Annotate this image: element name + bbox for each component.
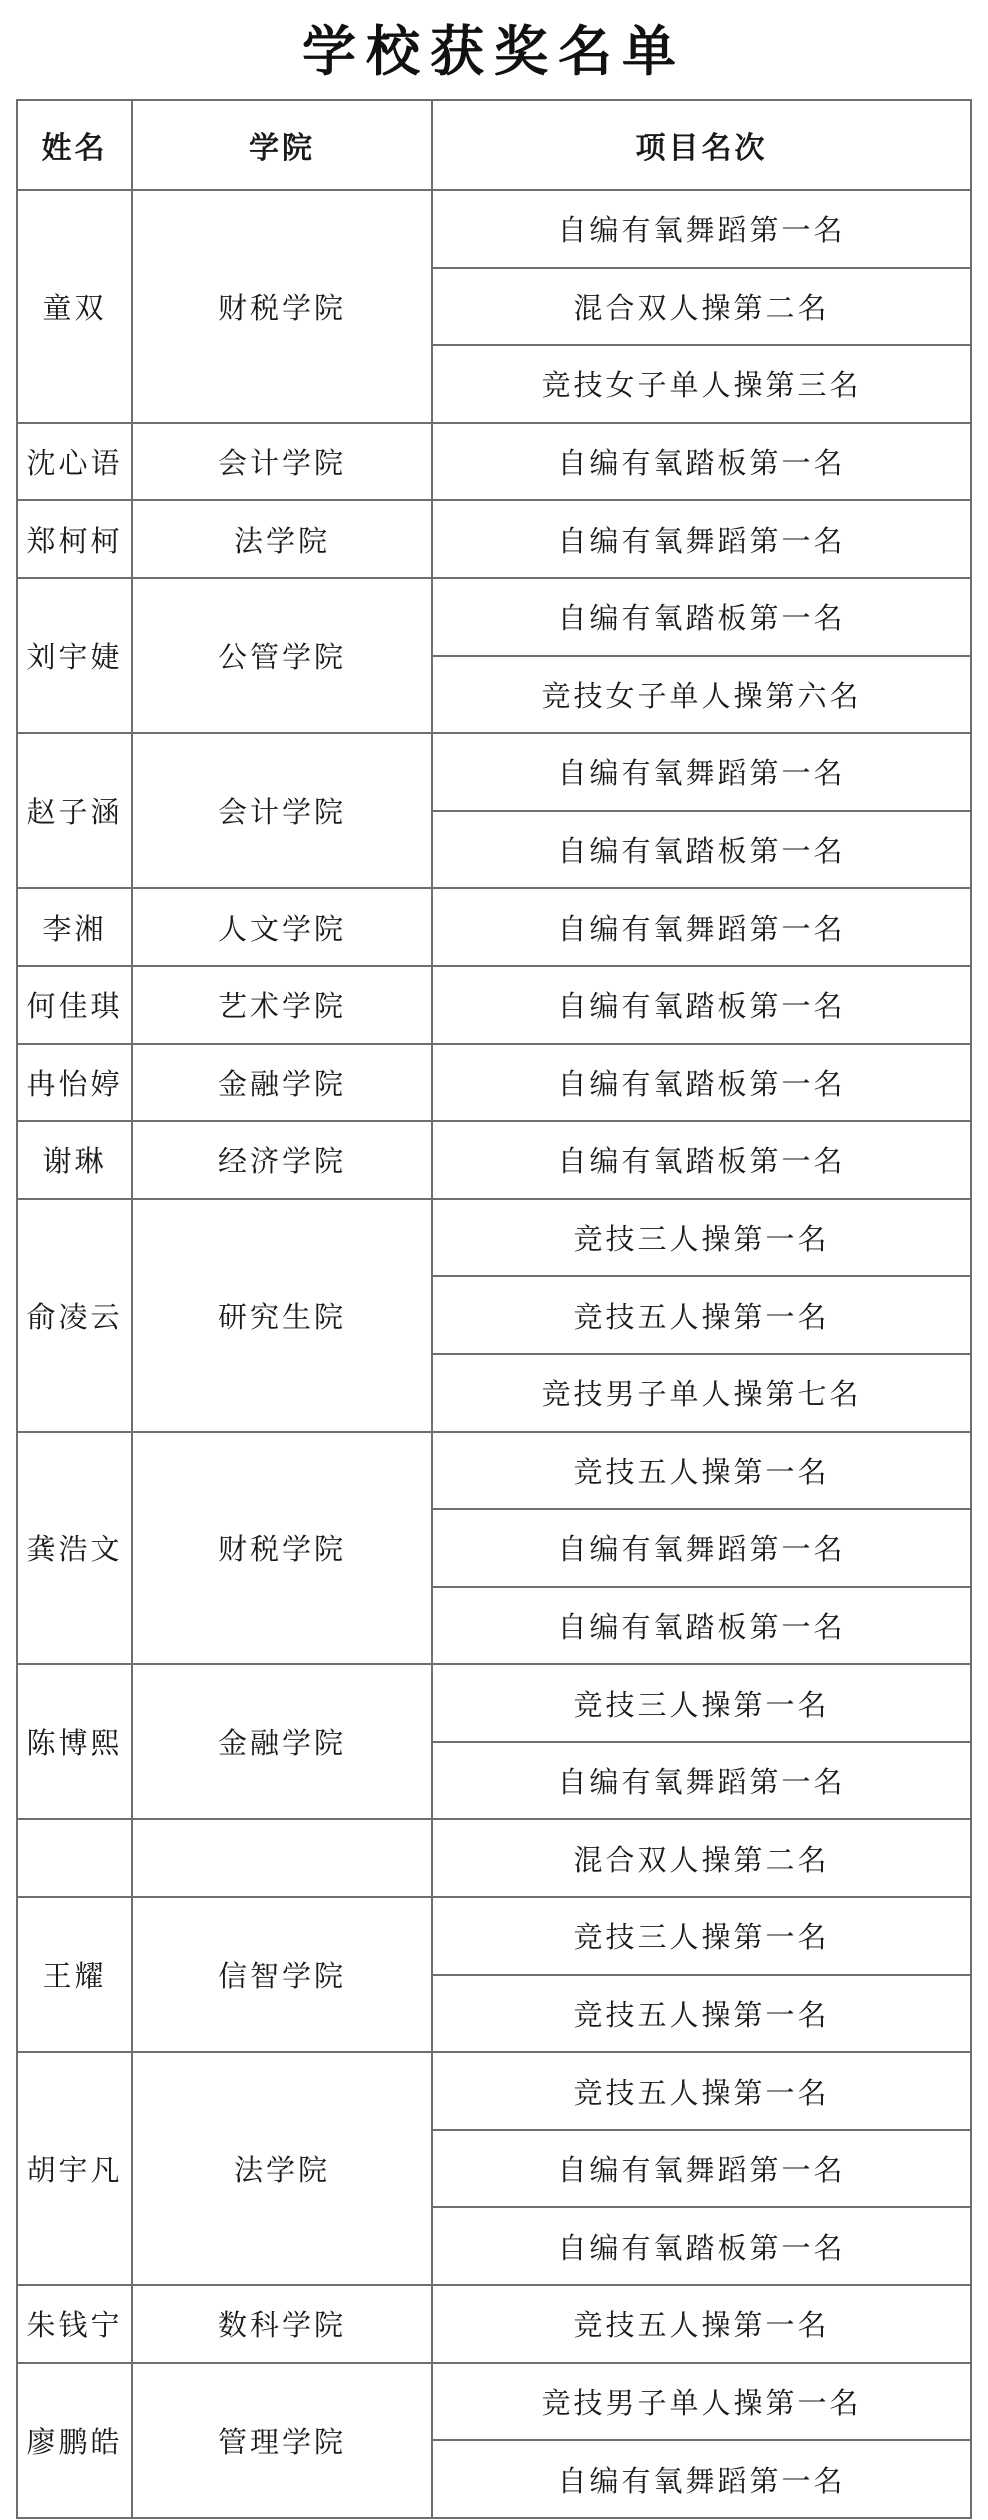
table-header-row [17, 100, 971, 190]
student-name: 沈心语 [17, 423, 132, 501]
award-item: 竞技男子单人操第七名 [432, 1354, 971, 1432]
student-name: 赵子涵 [17, 733, 132, 888]
table-row [17, 1819, 971, 1897]
award-item: 自编有氧踏板第一名 [432, 811, 971, 889]
student-name: 胡宇凡 [17, 2052, 132, 2285]
award-item: 混合双人操第二名 [432, 1819, 971, 1897]
table-row [17, 2052, 971, 2130]
header-college: 学院 [132, 100, 432, 190]
table-row [17, 500, 971, 578]
college-name: 金融学院 [132, 1664, 432, 1819]
college-name: 人文学院 [132, 888, 432, 966]
student-name: 李湘 [17, 888, 132, 966]
student-name: 冉怡婷 [17, 1044, 132, 1122]
award-item: 竞技三人操第一名 [432, 1664, 971, 1742]
award-item: 自编有氧踏板第一名 [432, 423, 971, 501]
table-row [17, 1121, 971, 1199]
table-row [17, 888, 971, 966]
college-name: 艺术学院 [132, 966, 432, 1044]
student-name: 俞凌云 [17, 1199, 132, 1432]
award-item: 自编有氧舞蹈第一名 [432, 500, 971, 578]
table-row [17, 1664, 971, 1742]
college-name: 财税学院 [132, 190, 432, 423]
table-row [17, 966, 971, 1044]
award-item: 竞技三人操第一名 [432, 1199, 971, 1277]
student-name: 郑柯柯 [17, 500, 132, 578]
award-item: 自编有氧舞蹈第一名 [432, 1509, 971, 1587]
award-item: 自编有氧舞蹈第一名 [432, 1742, 971, 1820]
college-name: 法学院 [132, 2052, 432, 2285]
award-item: 竞技五人操第一名 [432, 1975, 971, 2053]
award-item: 自编有氧舞蹈第一名 [432, 190, 971, 268]
student-name: 童双 [17, 190, 132, 423]
award-item: 自编有氧踏板第一名 [432, 1587, 971, 1665]
award-item: 自编有氧踏板第一名 [432, 1044, 971, 1122]
award-item: 竞技五人操第一名 [432, 1276, 971, 1354]
page-title: 学校获奖名单 [302, 19, 686, 83]
award-item: 竞技女子单人操第六名 [432, 656, 971, 734]
college-name: 经济学院 [132, 1121, 432, 1199]
student-name: 谢琳 [17, 1121, 132, 1199]
table-row [17, 190, 971, 268]
college-name: 管理学院 [132, 2363, 432, 2518]
award-item: 自编有氧踏板第一名 [432, 1121, 971, 1199]
student-name: 王耀 [17, 1897, 132, 2052]
award-item: 自编有氧舞蹈第一名 [432, 2130, 971, 2208]
award-item: 自编有氧踏板第一名 [432, 966, 971, 1044]
award-item: 自编有氧踏板第一名 [432, 2207, 971, 2285]
table-row [17, 423, 971, 501]
student-name: 何佳琪 [17, 966, 132, 1044]
student-name: 陈博熙 [17, 1664, 132, 1819]
award-item: 竞技五人操第一名 [432, 2285, 971, 2363]
table-row [17, 2363, 971, 2441]
college-name: 会计学院 [132, 733, 432, 888]
award-item: 竞技女子单人操第三名 [432, 345, 971, 423]
college-name: 信智学院 [132, 1897, 432, 2052]
college-name: 研究生院 [132, 1199, 432, 1432]
award-item: 混合双人操第二名 [432, 268, 971, 346]
table-row [17, 578, 971, 656]
table-row [17, 2285, 971, 2363]
table-row [17, 1044, 971, 1122]
table-row [17, 1432, 971, 1510]
student-name: 刘宇婕 [17, 578, 132, 733]
college-name: 财税学院 [132, 1432, 432, 1665]
college-name: 数科学院 [132, 2285, 432, 2363]
college-name: 法学院 [132, 500, 432, 578]
student-name: 朱钱宁 [17, 2285, 132, 2363]
award-item: 自编有氧舞蹈第一名 [432, 2440, 971, 2518]
table-row [17, 733, 971, 811]
college-name: 会计学院 [132, 423, 432, 501]
college-name [132, 1819, 432, 1897]
college-name: 金融学院 [132, 1044, 432, 1122]
table-row [17, 1897, 971, 1975]
table-body [17, 190, 971, 2518]
award-item: 竞技五人操第一名 [432, 1432, 971, 1510]
award-item: 竞技男子单人操第一名 [432, 2363, 971, 2441]
award-item: 竞技三人操第一名 [432, 1897, 971, 1975]
award-item: 自编有氧踏板第一名 [432, 578, 971, 656]
award-item: 自编有氧舞蹈第一名 [432, 888, 971, 966]
award-item: 自编有氧舞蹈第一名 [432, 733, 971, 811]
table-row [17, 1199, 971, 1277]
student-name: 廖鹏皓 [17, 2363, 132, 2518]
header-award: 项目名次 [432, 100, 971, 190]
award-table [16, 99, 972, 2519]
student-name: 龚浩文 [17, 1432, 132, 1665]
college-name: 公管学院 [132, 578, 432, 733]
student-name [17, 1819, 132, 1897]
award-item: 竞技五人操第一名 [432, 2052, 971, 2130]
header-name: 姓名 [17, 100, 132, 190]
